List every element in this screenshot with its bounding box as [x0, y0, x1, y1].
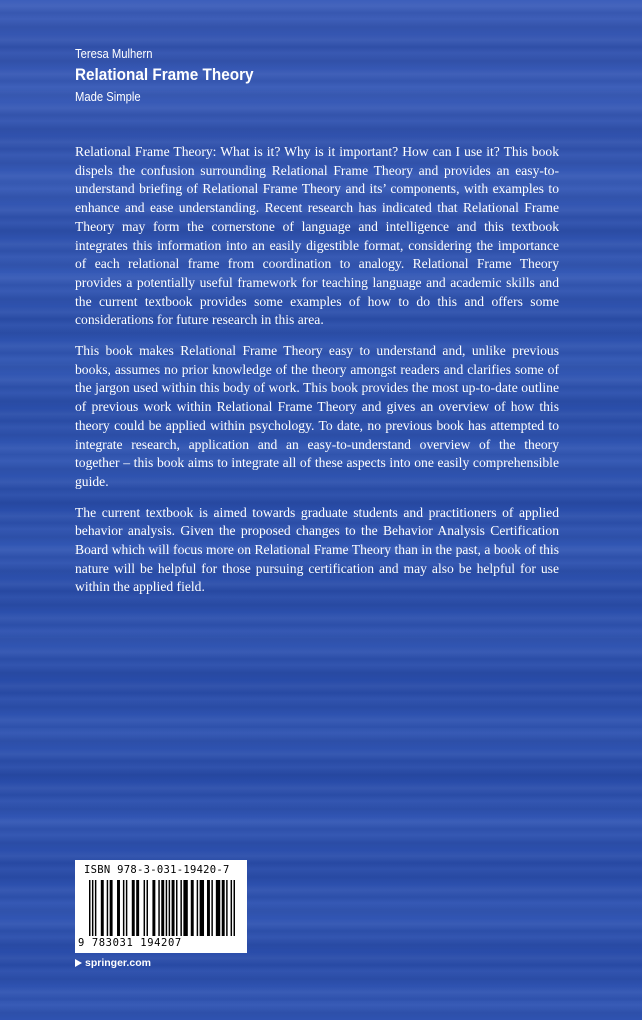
- barcode-bar: [107, 880, 108, 936]
- blurb-paragraph-1: Relational Frame Theory: What is it? Why is it important? How can I use it? This book dispels the confusion surrounding Relational Frame Theory and provides an easy-to-understand briefing of Relational Frame Theory and its’ components, with examples to enhance and ease understanding. Recent research has indicated that Relational Frame Theory may form the cornerstone of language and intelligence and this textbook integrates this information into an easily digestible format, considering the importance of each relational frame from coordination to analogy. Relational Frame Theory provides a potentially useful framework for teaching language and academic skills and the current textbook provides some examples of how to do this and offers some considerations for future research in this area.: [75, 144, 559, 328]
- barcode-bar: [176, 880, 177, 936]
- barcode-bar: [172, 880, 175, 936]
- barcode-bar: [117, 880, 120, 936]
- barcode-bar: [207, 880, 210, 936]
- barcode-bar: [110, 880, 113, 936]
- barcode-bar: [92, 880, 93, 936]
- publisher-url: springer.com: [85, 957, 151, 969]
- barcode-bar: [123, 880, 124, 936]
- book-title: Relational Frame Theory: [75, 65, 254, 84]
- barcode-bar: [216, 880, 220, 936]
- back-cover-blurb: [75, 143, 559, 609]
- author-name: Teresa Mulhern: [75, 47, 153, 61]
- barcode-bar: [234, 880, 235, 936]
- barcode-bar: [191, 880, 194, 936]
- barcode-bar: [152, 880, 155, 936]
- barcode-bar: [147, 880, 148, 936]
- barcode-bar: [101, 880, 104, 936]
- barcode-bar: [231, 880, 232, 936]
- barcode-bar: [180, 880, 181, 936]
- barcode-bar: [136, 880, 139, 936]
- blurb-paragraph-2: This book makes Relational Frame Theory easy to understand and, unlike previous books, assumes no prior knowledge of the theory amongst readers and clarifies some of the jargon used within this body of work. This book provides the most up-to-date outline of previous work within Relational Frame Theory and gives an overview of how this theory could be applied within psychology. To date, no previous book has attempted to integrate research, application and an easy-to-understand overview of the theory together – this book aims to integrate all of these aspects into one easily comprehensible guide.: [75, 343, 559, 489]
- arrow-right-icon: [75, 959, 82, 967]
- barcode-bar: [197, 880, 198, 936]
- barcode-bar: [183, 880, 187, 936]
- publisher-link[interactable]: [75, 957, 151, 969]
- barcode-bar: [158, 880, 159, 936]
- barcode-bar: [222, 880, 225, 936]
- cover-header: [75, 46, 273, 105]
- barcode-bar: [89, 880, 90, 936]
- barcode-bar: [200, 880, 204, 936]
- barcode-bar: [126, 880, 127, 936]
- barcode-digits: 9 783031 194207: [78, 937, 182, 949]
- barcode-bar: [95, 880, 96, 936]
- barcode-bar: [161, 880, 164, 936]
- barcode-bar: [226, 880, 227, 936]
- isbn-barcode: [75, 860, 247, 953]
- book-subtitle: Made Simple: [75, 90, 141, 104]
- barcode-bar: [169, 880, 170, 936]
- barcode-bar: [132, 880, 135, 936]
- isbn-label: ISBN 978-3-031-19420-7: [84, 864, 230, 876]
- barcode-bar: [166, 880, 167, 936]
- barcode-bar: [211, 880, 212, 936]
- barcode-bar: [144, 880, 145, 936]
- barcode-bars: [89, 880, 237, 940]
- blurb-paragraph-3: The current textbook is aimed towards graduate students and practitioners of applied behavior analysis. Given the proposed changes to the Behavior Analysis Certification Board which will focus more on Relational Frame Theory than in the past, a book of this nature will be helpful for those pursuing certification and may also be helpful for use within the applied field.: [75, 504, 559, 595]
